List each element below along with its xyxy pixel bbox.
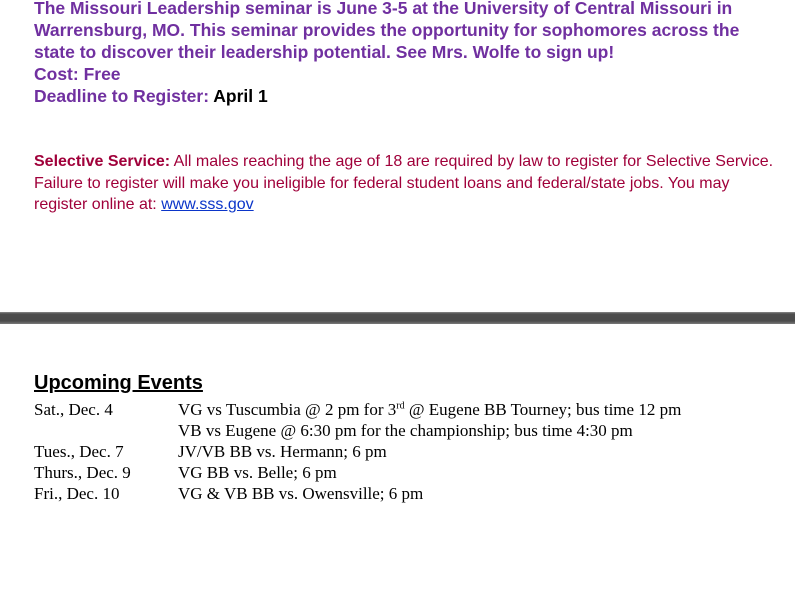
event-detail-text: VG BB vs. Belle; 6 pm — [178, 463, 337, 482]
event-date: Sat., Dec. 4 — [34, 400, 113, 419]
seminar-deadline — [34, 85, 754, 107]
page-break-divider — [0, 312, 795, 324]
event-detail-text: VG & VB BB vs. Owensville; 6 pm — [178, 484, 424, 503]
event-row — [34, 441, 774, 462]
deadline-label: Deadline to Register: — [34, 86, 210, 106]
event-row — [34, 462, 774, 483]
event-date: Fri., Dec. 10 — [34, 484, 120, 503]
event-details — [178, 462, 774, 483]
event-date: Tues., Dec. 7 — [34, 442, 124, 461]
leadership-seminar-announcement — [34, 0, 754, 107]
event-detail-line — [178, 420, 774, 441]
event-details — [178, 483, 774, 504]
seminar-text: The Missouri Leadership seminar is June 3-5 at the University of Central Missouri in Warrensburg, MO. This seminar provides the opportunity for sophomores across the state to discover their leadership potential. See Mrs. Wolfe to sign up! — [34, 0, 740, 62]
event-row — [34, 483, 774, 504]
selective-service-text: All males reaching the age of 18 are required by law to register for Selective Service. Failure to register will make you ineligible for federal student loans and federal/state jobs. You may register online at: — [34, 153, 774, 213]
event-details — [178, 441, 774, 462]
event-detail-text: VG vs Tuscumbia @ 2 pm for 3 — [178, 400, 397, 419]
deadline-date: April 1 — [213, 86, 268, 106]
selective-service-label: Selective Service: — [34, 153, 171, 170]
event-detail-line — [178, 399, 774, 420]
seminar-cost: Cost: Free — [34, 64, 121, 84]
selective-service-notice — [34, 151, 774, 216]
sss-link[interactable]: www.sss.gov — [161, 196, 254, 213]
event-detail-line — [178, 483, 774, 504]
event-row — [34, 399, 774, 441]
event-details — [178, 399, 774, 441]
event-detail-text: VB vs Eugene @ 6:30 pm for the championship; bus time 4:30 pm — [178, 421, 633, 440]
upcoming-events-heading: Upcoming Events — [34, 372, 203, 394]
event-date: Thurs., Dec. 9 — [34, 463, 131, 482]
event-detail-text: JV/VB BB vs. Hermann; 6 pm — [178, 442, 387, 461]
ordinal-suffix: rd — [396, 400, 405, 412]
event-detail-line — [178, 462, 774, 483]
event-detail-line — [178, 441, 774, 462]
event-detail-text: @ Eugene BB Tourney; bus time 12 pm — [404, 400, 682, 419]
events-list — [34, 399, 774, 504]
